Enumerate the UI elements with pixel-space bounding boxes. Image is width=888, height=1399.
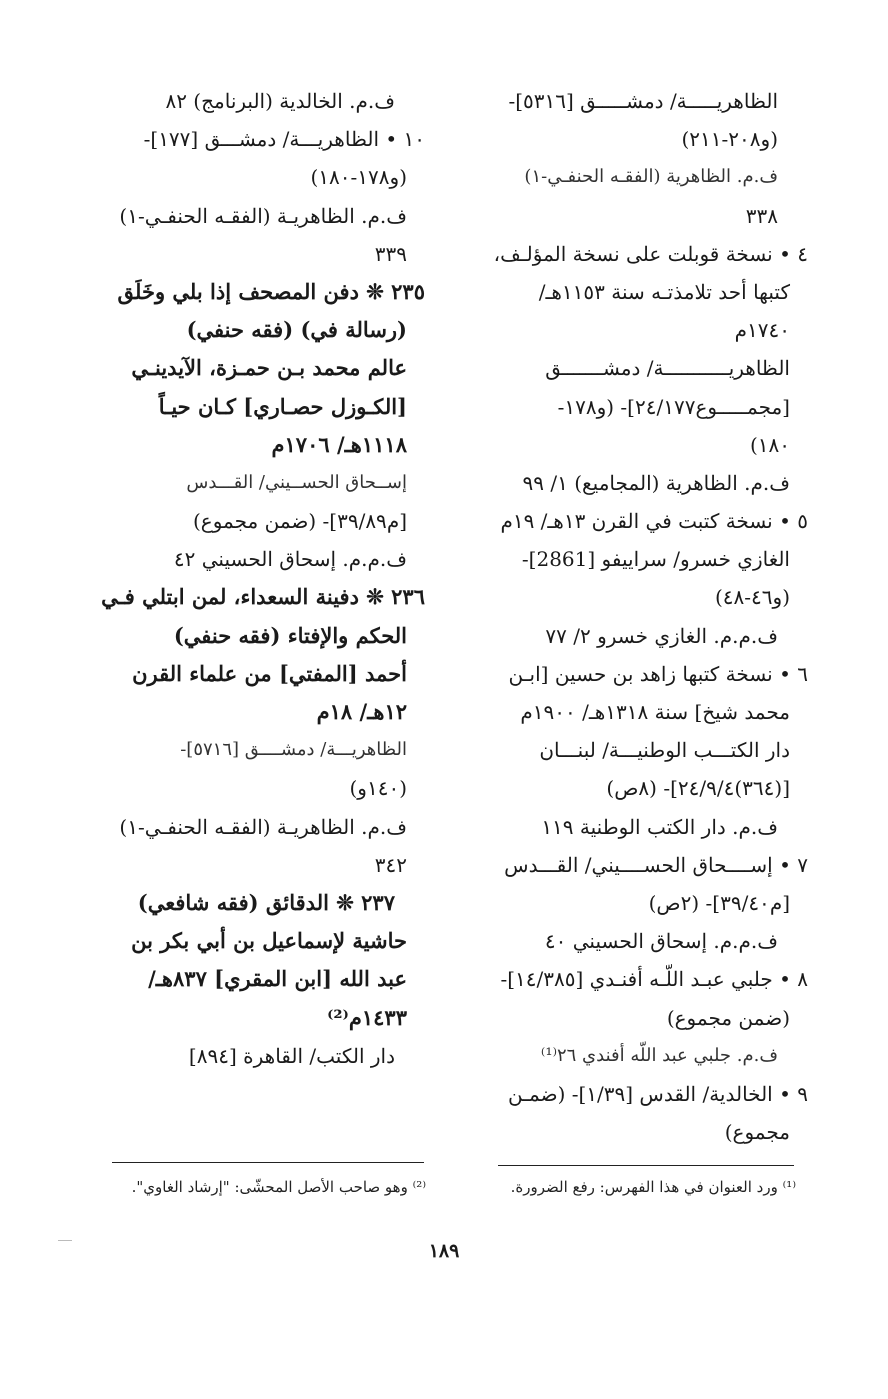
entry-line: ٧ • إســــحاق الحســــيني/ القـــدس [504, 852, 808, 877]
author-line: [الكـوزل حصـاري] كـان حيـاً [158, 393, 407, 419]
footnote-left: ⁽²⁾ وهو صاحب الأصل المحشّى: "إرشاد الغاوي". [131, 1178, 426, 1196]
author-line: أحمد [المفتي] من علماء القرن [132, 660, 407, 686]
author-line: حاشية لإسماعيل بن أبي بكر بن [131, 928, 407, 954]
text-line: الغازي خسرو/ سراييفو [2861]- [521, 547, 790, 572]
text-line: ٣٤٢ [374, 852, 407, 877]
text-line: الظاهريـــــة/ دمشـــــق [٥٣١٦]- [508, 89, 778, 113]
text-line: ف.م.م. الغازي خسرو ٢/ ٧٧ [545, 623, 778, 648]
text-line: كتبها أحد تلامذتـه سنة ١١٥٣هـ/ [538, 279, 790, 304]
text-line: ٣٣٩ [374, 241, 407, 266]
author-line: ١٤٣٣م⁽²⁾ [327, 1004, 407, 1030]
text-line: ف.م. دار الكتب الوطنية ١١٩ [541, 814, 778, 839]
text-line: ف.م.م. إسحاق الحسيني ٤٢ [173, 547, 407, 572]
author-line: عالم محمد بـن حمـزة، الآيدينـي [131, 355, 407, 381]
entry-line: ٤ • نسخة قوبلت على نسخة المؤلـف، [493, 241, 808, 266]
author-line: ١١١٨هـ/ ١٧٠٦م [271, 431, 407, 457]
entry-line: ١٠ • الظاهريـــة/ دمشـــق [١٧٧]- [143, 127, 425, 152]
text-line: ١٨٠) [749, 432, 790, 457]
text-line: (ضمن مجموع) [666, 1005, 790, 1030]
text-line: ف.م. الظاهرية (المجاميع) ١/ ٩٩ [522, 470, 790, 495]
text-line: الظاهريـــة/ دمشــــق [٥٧١٦]- [180, 739, 407, 761]
text-line: ف.م. جلبي عبد اللّه أفندي ٢٦⁽¹⁾ [540, 1044, 778, 1066]
text-line: (١٤٠و) [349, 776, 407, 801]
footnote-rule-left [112, 1162, 424, 1163]
left-column [80, 82, 425, 1075]
text-line: ف.م. الظاهريـة (الفقـه الحنفـي-١) [119, 203, 407, 228]
text-line: محمد شيخ] سنة ١٣١٨هـ/ ١٩٠٠م [520, 700, 790, 724]
text-line: ف.م. الظاهرية (الفقـه الحنفـي-١) [524, 166, 778, 188]
entry-title: ٢٣٦ ❊ دفينة السعداء، لمن ابتلي فـي [101, 584, 425, 610]
page-number: ١٨٩ [428, 1240, 460, 1262]
text-line: ف.م. الظاهريـة (الفقـه الحنفـي-١) [119, 814, 407, 839]
text-line: إســحاق الحســيني/ القـــدس [186, 471, 407, 493]
text-line: ١٧٤٠م [734, 318, 790, 343]
entry-line: ٥ • نسخة كتبت في القرن ١٣هـ/ ١٩م [500, 509, 808, 534]
entry-title: ٢٣٧ ❊ الدقائق (فقه شافعي) [137, 889, 395, 915]
author-line: عبد الله [ابن المقري] ٨٣٧هـ/ [148, 966, 407, 992]
text-line: (و٢٠٨-٢١١) [681, 127, 778, 152]
text-line: ف.م.م. إسحاق الحسيني ٤٠ [544, 929, 778, 954]
scan-speck [58, 1240, 72, 1241]
text-line: دار الكتب/ القاهرة [٨٩٤] [188, 1043, 395, 1068]
text-line: ف.م. الخالدية (البرنامج) ٨٢ [165, 89, 395, 113]
text-line: ٣٣٨ [745, 203, 778, 228]
entry-line: ٦ • نسخة كتبها زاهد بن حسين [ابـن [508, 661, 808, 686]
text-line: [مجمـــــوع٢٤/١٧٧]- (و١٧٨- [557, 394, 790, 419]
author-line: ١٢هـ/ ١٨م [316, 699, 407, 724]
entry-line: ٩ • الخالدية/ القدس [١/٣٩]- (ضمـن [507, 1081, 808, 1106]
text-line: الظاهريـــــــــــة/ دمشـــــــق [545, 356, 790, 381]
text-line: [م٣٩/٤٠]- (٢ص) [648, 890, 790, 915]
text-line: مجموع) [724, 1120, 790, 1145]
right-column [468, 82, 808, 1151]
text-line: [(٣٦٤)٢٤/٩/٤]- (٨ص) [606, 776, 790, 801]
entry-line: ٨ • جلبي عبـد اللّـه أفنـدي [١٤/٣٨٥]- [500, 967, 808, 992]
entry-title: الحكم والإفتاء (فقه حنفي) [173, 622, 407, 648]
text-line: [م٣٩/٨٩]- (ضمن مجموع) [192, 509, 407, 534]
text-line: دار الكتـــب الوطنيـــة/ لبنـــان [539, 738, 790, 763]
entry-title: (رسالة في) (فقه حنفي) [186, 317, 407, 343]
footnote-rule-right [498, 1165, 794, 1166]
footnote-right: ⁽¹⁾ ورد العنوان في هذا الفهرس: رفع الضرورة. [510, 1178, 796, 1196]
entry-title: ٢٣٥ ❊ دفن المصحف إذا بلي وخَلَق [117, 278, 425, 304]
text-line: (و١٧٨-١٨٠) [310, 165, 407, 190]
text-line: (و٤٦-٤٨) [714, 585, 790, 610]
